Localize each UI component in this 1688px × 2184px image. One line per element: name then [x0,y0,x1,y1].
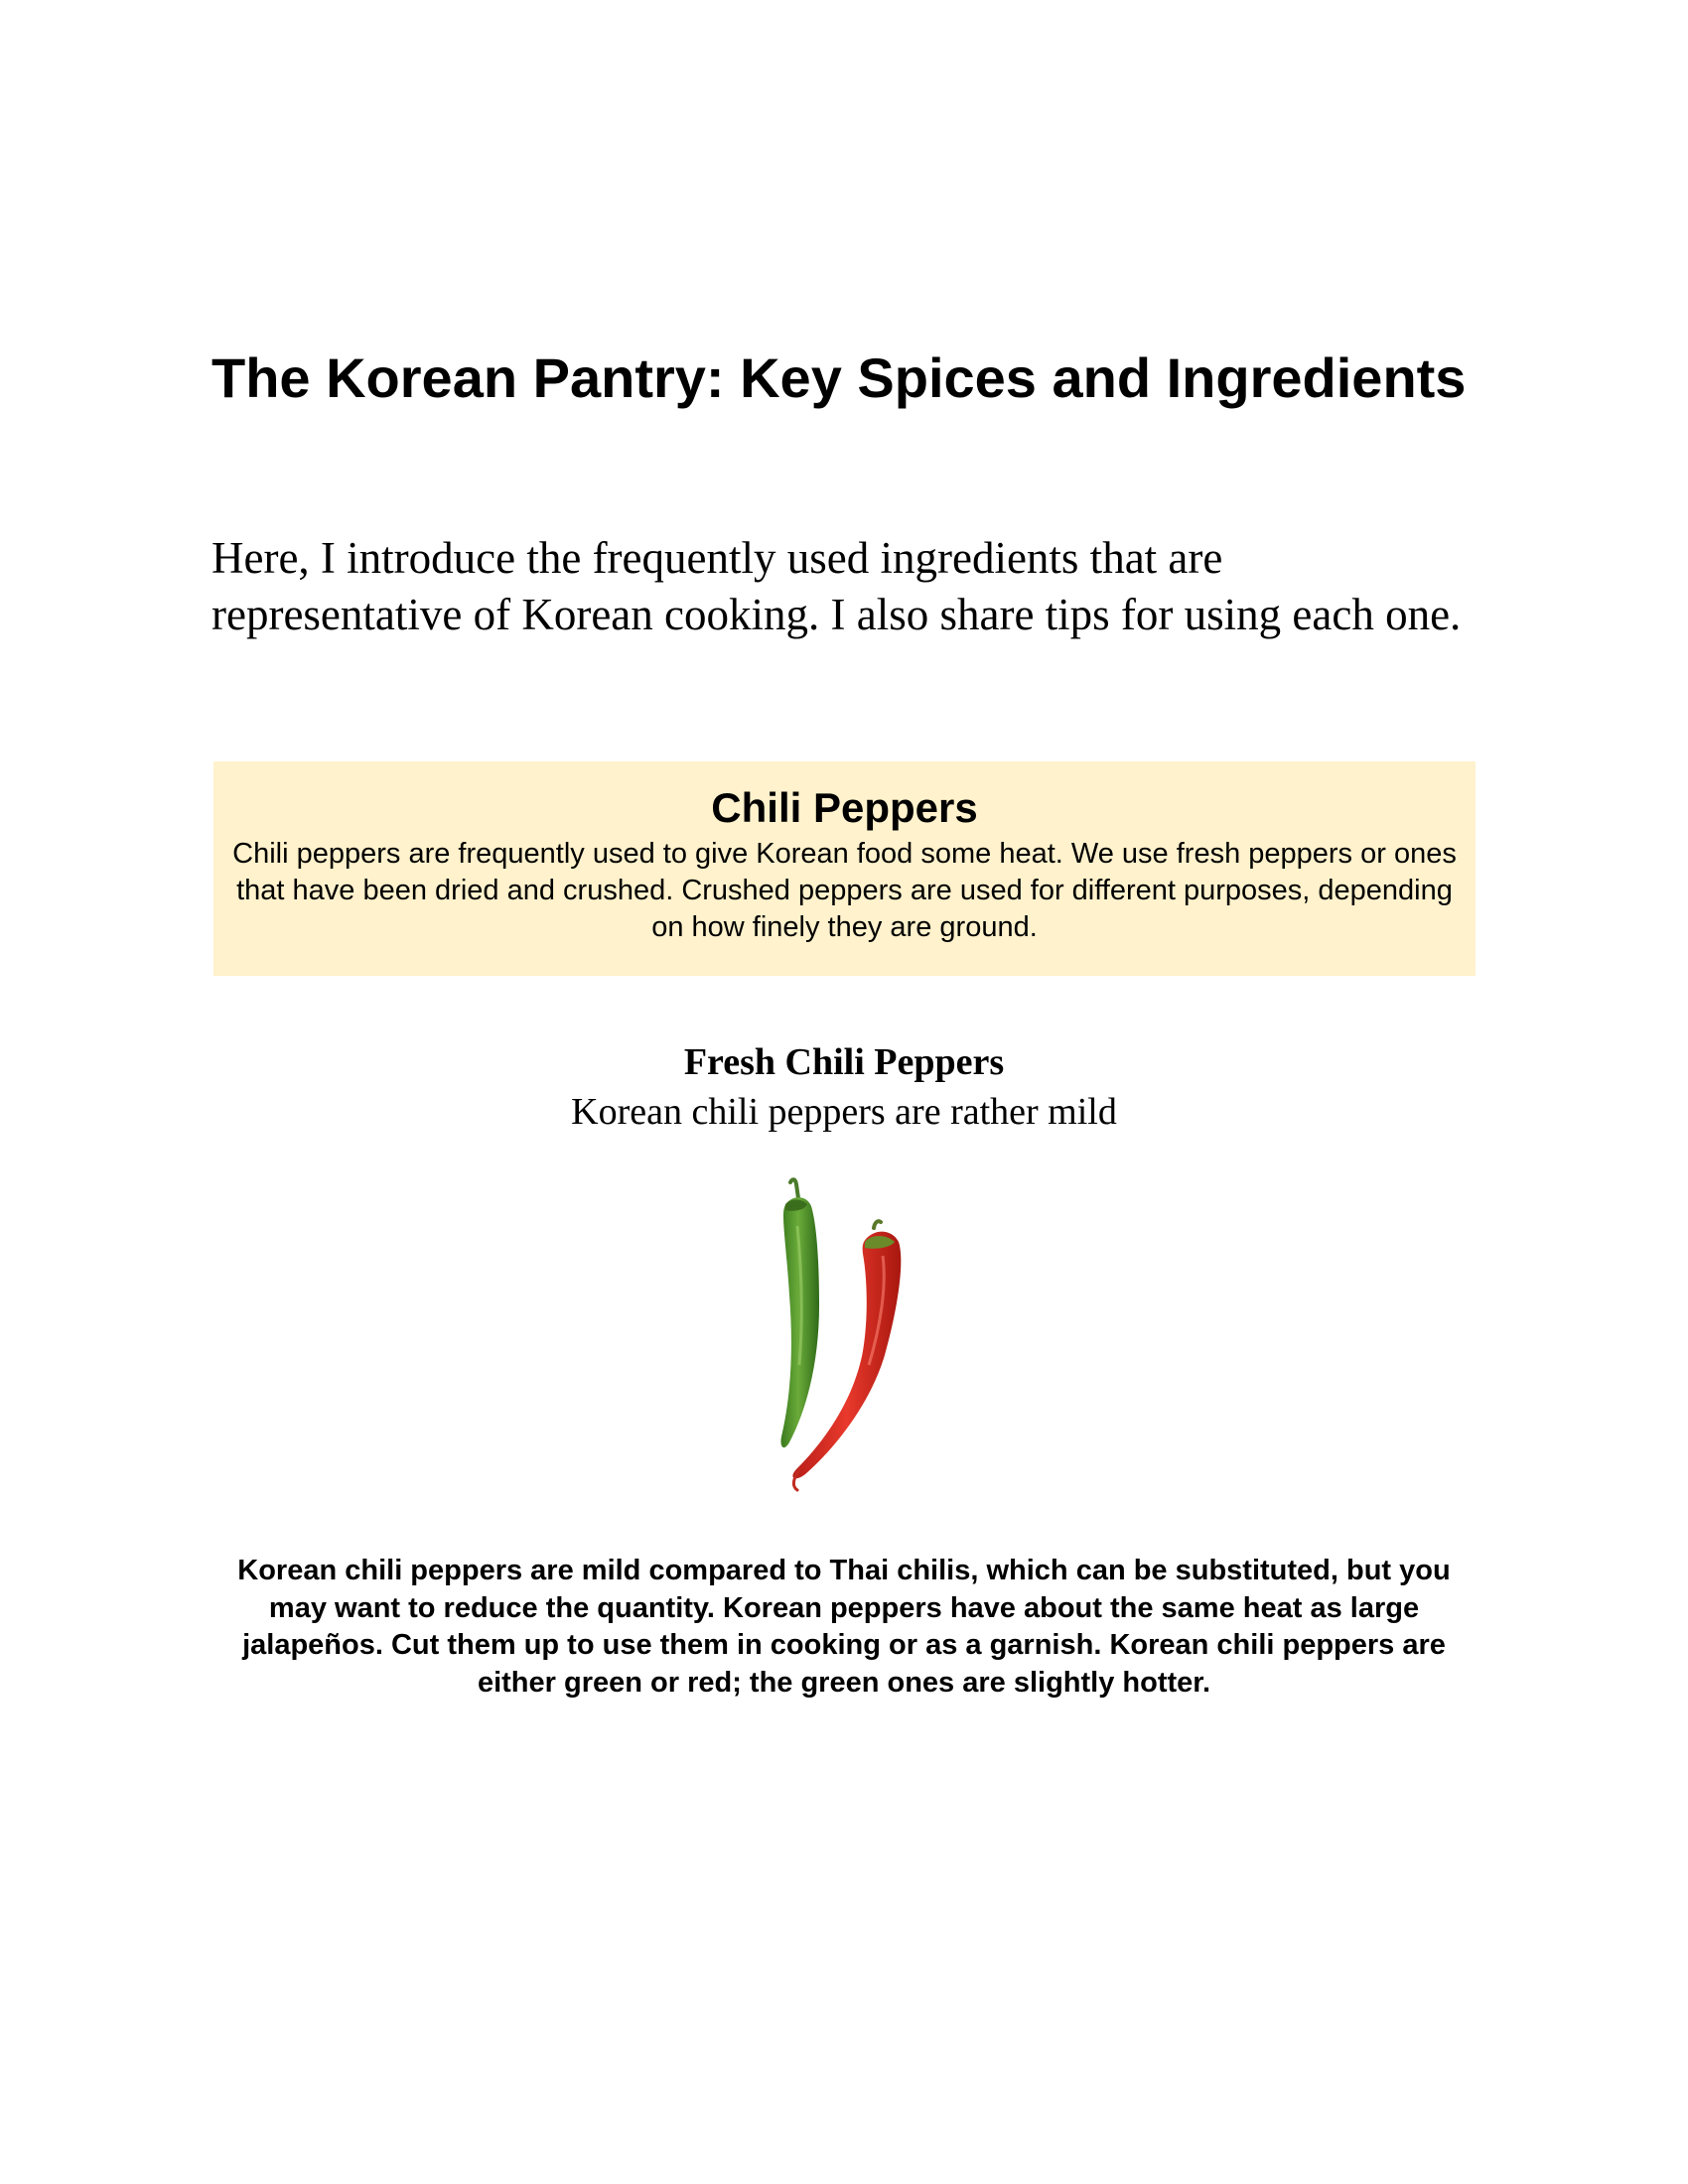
page-title: The Korean Pantry: Key Spices and Ingredients [211,346,1467,409]
intro-paragraph: Here, I introduce the frequently used ingredients that are representative of Korean cooking. I also share tips for using each one. [211,533,1462,639]
chili-peppers-illustration-icon [748,1176,946,1504]
section-closing-text: Korean chili peppers are mild compared to Thai chilis, which can be substituted, but you may want to reduce the quantity. Korean peppers have about the same heat as large jalapeños. Cut them up to use them in cooking or as a garnish. Korean chili peppers are either green or red; the green ones are slightly hotter. [237,1555,1451,1699]
section-caption: Korean chili peppers are rather mild [571,1091,1117,1133]
chili-peppers-callout [213,761,1476,976]
document-page [211,0,1477,2184]
green-pepper-icon [780,1179,819,1447]
callout-title: Chili Peppers [711,784,978,831]
section-title: Fresh Chili Peppers [683,1041,1005,1083]
callout-body: Chili peppers are frequently used to give Korean food some heat. We use fresh peppers or ones that have been dried and crushed. Crushed peppers are used for different purposes, depending on how finely they are ground. [232,838,1457,943]
